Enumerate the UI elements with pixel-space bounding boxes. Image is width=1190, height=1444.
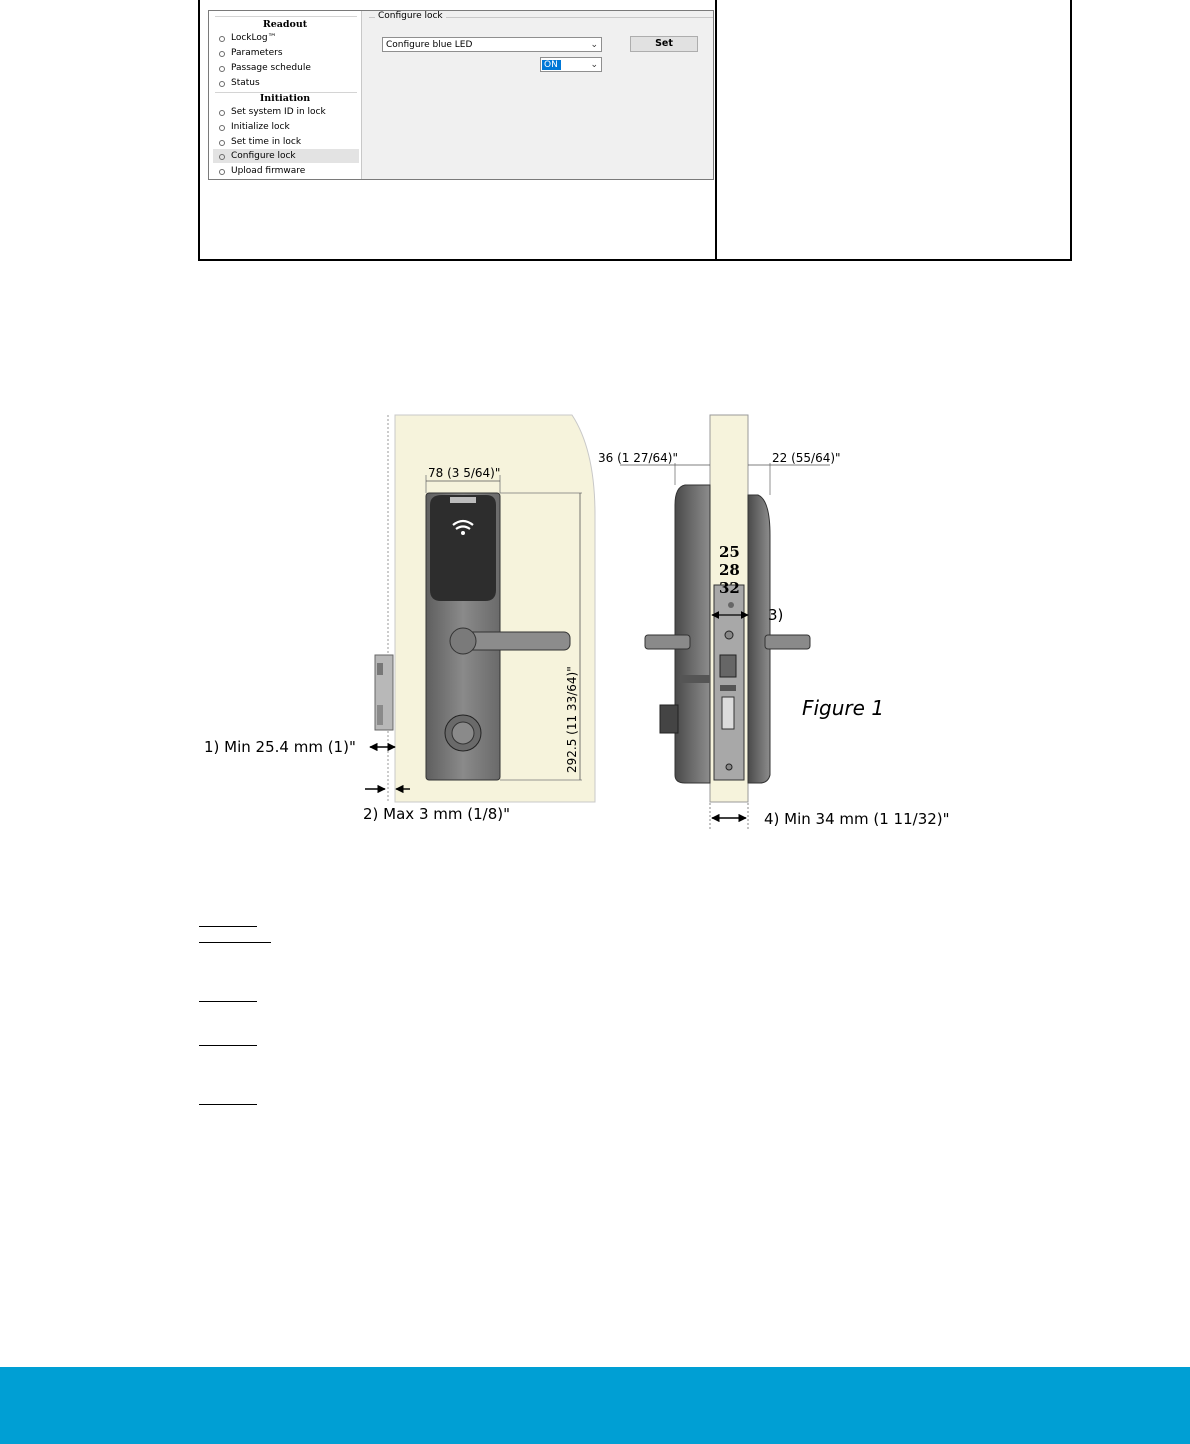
bullet-icon bbox=[219, 36, 225, 42]
note-3: 3) bbox=[768, 606, 784, 624]
cylinder-core bbox=[452, 722, 474, 744]
chevron-down-icon: ⌄ bbox=[590, 60, 598, 70]
underline-mark bbox=[199, 1104, 257, 1105]
bullet-icon bbox=[219, 140, 225, 146]
nav-item-label: Initialize lock bbox=[231, 122, 290, 132]
nav-item-set-time[interactable] bbox=[213, 135, 359, 149]
nav-item-label: Upload firmware bbox=[231, 166, 306, 176]
bullet-icon bbox=[219, 81, 225, 87]
front-view bbox=[204, 415, 595, 823]
note-2: 2) Max 3 mm (1/8)" bbox=[363, 805, 510, 823]
inside-lever bbox=[765, 635, 810, 649]
card-reader bbox=[430, 495, 496, 601]
screw-icon bbox=[728, 602, 734, 608]
bullet-icon bbox=[219, 154, 225, 160]
configure-option-select[interactable] bbox=[382, 37, 602, 52]
select-value: Configure blue LED bbox=[386, 40, 473, 50]
bullet-icon bbox=[219, 51, 225, 57]
side-view bbox=[598, 415, 950, 830]
nav-item-parameters[interactable] bbox=[213, 46, 359, 60]
front-width-label: 78 (3 5/64)" bbox=[428, 466, 501, 480]
screw-icon bbox=[725, 631, 733, 639]
note-1: 1) Min 25.4 mm (1)" bbox=[204, 738, 356, 756]
side-right-label: 22 (55/64)" bbox=[772, 451, 841, 465]
figure-caption: Figure 1 bbox=[802, 696, 885, 720]
nav-item-label: Configure lock bbox=[231, 151, 296, 161]
outside-lever bbox=[645, 635, 690, 649]
nav-item-label: Status bbox=[231, 78, 260, 88]
set-button[interactable]: Set bbox=[630, 36, 698, 52]
bullet-icon bbox=[219, 169, 225, 175]
deadbolt-window bbox=[722, 697, 734, 729]
state-select[interactable] bbox=[540, 57, 602, 72]
wireless-dot bbox=[461, 531, 465, 535]
front-height-label: 292.5 (11 33/64)" bbox=[565, 666, 579, 773]
nav-item-upload-firmware[interactable] bbox=[213, 164, 359, 178]
body-detail bbox=[680, 675, 710, 683]
nav-item-label: Passage schedule bbox=[231, 63, 311, 73]
lock-dimension-figure bbox=[190, 405, 990, 845]
bullet-icon bbox=[219, 110, 225, 116]
cylinder-side bbox=[660, 705, 678, 733]
underline-mark bbox=[199, 1045, 257, 1046]
mortise-case bbox=[714, 585, 744, 780]
nav-header-initiation: Initiation bbox=[209, 93, 361, 104]
nav-item-label: Set time in lock bbox=[231, 137, 302, 147]
group-title: Configure lock bbox=[375, 11, 446, 21]
nav-item-configure-lock[interactable] bbox=[213, 149, 359, 163]
thickness-32: 32 bbox=[719, 579, 740, 597]
underline-mark bbox=[199, 942, 271, 943]
thickness-28: 28 bbox=[719, 561, 740, 579]
nav-item-label: LockLog™ bbox=[231, 33, 277, 43]
bullet-icon bbox=[219, 66, 225, 72]
side-navigation bbox=[209, 11, 362, 179]
top-table bbox=[198, 0, 1072, 261]
side-left-label: 36 (1 27/64)" bbox=[598, 451, 678, 465]
underline-mark bbox=[199, 1001, 257, 1002]
chevron-down-icon: ⌄ bbox=[590, 40, 598, 50]
thickness-25: 25 bbox=[719, 543, 740, 561]
footer-band bbox=[0, 1367, 1190, 1444]
configure-lock-screenshot bbox=[208, 10, 714, 180]
nav-item-set-system-id[interactable] bbox=[213, 105, 359, 119]
strike-slot bbox=[377, 705, 383, 725]
nav-item-initialize-lock[interactable] bbox=[213, 120, 359, 134]
nav-item-locklog[interactable] bbox=[213, 31, 359, 45]
nav-item-passage-schedule[interactable] bbox=[213, 61, 359, 75]
nav-header-readout: Readout bbox=[209, 19, 361, 30]
select-value: ON bbox=[542, 60, 561, 70]
screw-icon bbox=[726, 764, 732, 770]
handle-rose bbox=[450, 628, 476, 654]
nav-item-label: Parameters bbox=[231, 48, 283, 58]
note-4: 4) Min 34 mm (1 11/32)" bbox=[764, 810, 950, 828]
nav-rule bbox=[215, 16, 357, 17]
latch-bolt bbox=[720, 655, 736, 677]
bolt-detail bbox=[720, 685, 736, 691]
outside-body bbox=[675, 485, 710, 783]
nav-item-status[interactable] bbox=[213, 76, 359, 90]
table-divider bbox=[715, 0, 717, 259]
underline-mark bbox=[199, 926, 257, 927]
strike-slot bbox=[377, 663, 383, 675]
bullet-icon bbox=[219, 125, 225, 131]
nav-item-label: Set system ID in lock bbox=[231, 107, 326, 117]
led-bar bbox=[450, 497, 476, 503]
